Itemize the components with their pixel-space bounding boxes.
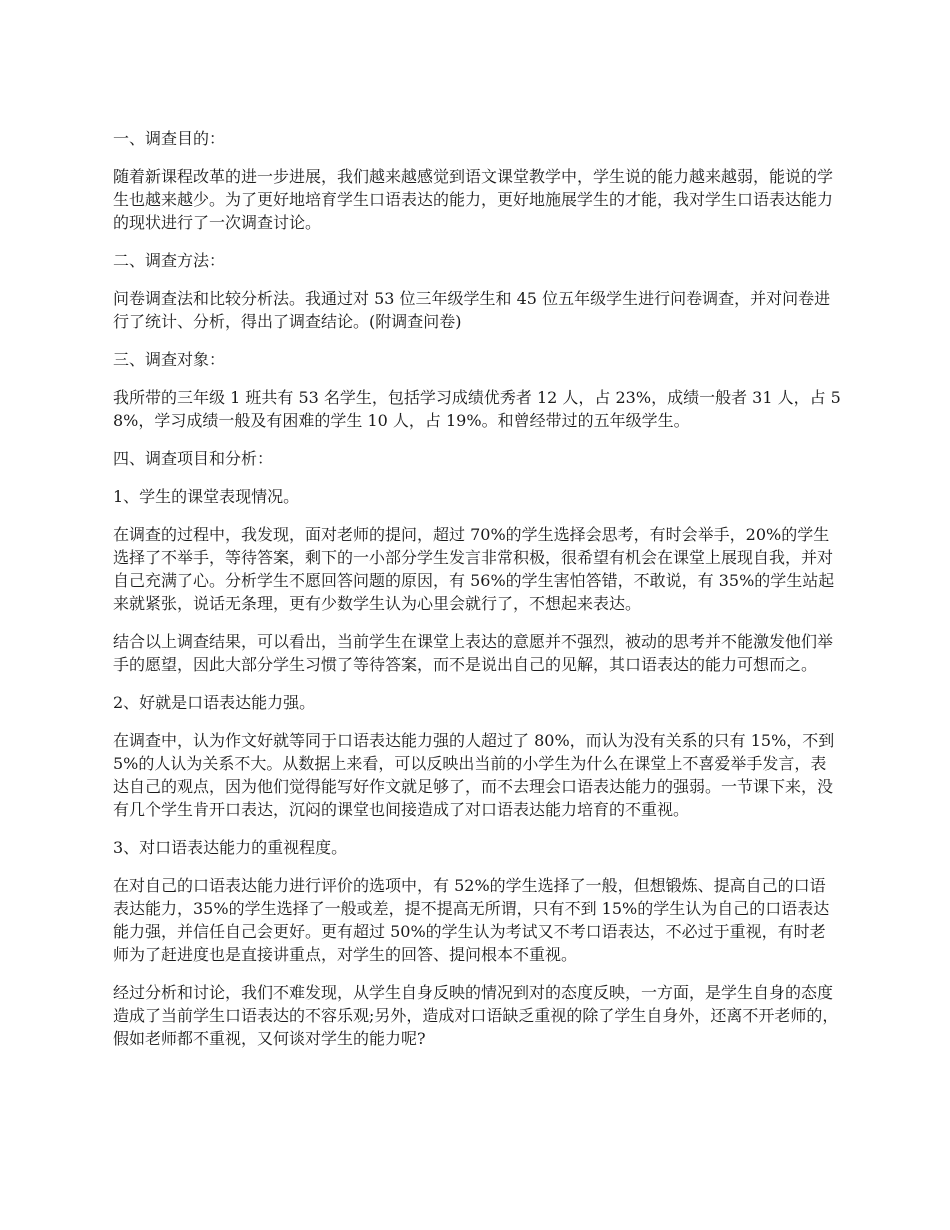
item1-heading: 1、学生的课堂表现情况。 xyxy=(113,487,300,506)
document-page xyxy=(113,127,841,1065)
analysis-heading: 四、调查项目和分析： xyxy=(113,449,274,468)
purpose-paragraph: 随着新课程改革的进一步进展，我们越来越感觉到语文课堂教学中，学生说的能力越来越弱，能说的学生也越来越少。为了更好地培育学生口语表达的能力，更好地施展学生的才能，我对学生口语表达能力的现状进行了一次调查讨论。 xyxy=(113,167,834,232)
item3-paragraph: 在对自己的口语表达能力进行评价的选项中，有 52%的学生选择了一般，但想锻炼、提高自己的口语表达能力，35%的学生选择了一般或差，提不提高无所谓，只有不到 15%的学生认为自己的口语表达能力强，并信任自己会更好。更有超过 50%的学生认为考试又不考口语表达，不必过于重视，有时老师为了赶进度也是直接讲重点，对学生的回答、提问根本不重视。 xyxy=(113,876,830,964)
purpose-heading: 一、调查目的： xyxy=(113,129,226,148)
subject-paragraph: 我所带的三年级 1 班共有 53 名学生，包括学习成绩优秀者 12 人，占 23%，成绩一般者 31 人，占 58%，学习成绩一般及有困难的学生 10 人，占 19%。和曾经带过的五年级学生。 xyxy=(113,388,841,430)
item3-heading: 3、对口语表达能力的重视程度。 xyxy=(113,838,348,857)
item2-paragraph: 在调查中，认为作文好就等同于口语表达能力强的人超过了 80%，而认为没有关系的只有 15%，不到 5%的人认为关系不大。从数据上来看，可以反映出当前的小学生为什么在课堂上不喜爱举手发言，表达自己的观点，因为他们觉得能写好作文就足够了，而不去理会口语表达能力的强弱。一节课下来，没有几个学生肯开口表达，沉闷的课堂也间接造成了对口语表达能力培育的不重视。 xyxy=(113,731,835,819)
item1-paragraph: 在调查的过程中，我发现，面对老师的提问，超过 70%的学生选择会思考，有时会举手，20%的学生选择了不举手，等待答案，剩下的一小部分学生发言非常积极，很希望有机会在课堂上展现自我，并对自己充满了心。分析学生不愿回答问题的原因，有 56%的学生害怕答错，不敢说，有 35%的学生站起来就紧张，说话无条理，更有少数学生认为心里会就行了，不想起来表达。 xyxy=(113,525,835,613)
method-heading: 二、调查方法： xyxy=(113,251,226,270)
final-paragraph: 经过分析和讨论，我们不难发现，从学生自身反映的情况到对的态度反映，一方面，是学生自身的态度造成了当前学生口语表达的不容乐观;另外，造成对口语缺乏重视的除了学生自身外，还离不开老师的，假如老师都不重视，又何谈对学生的能力呢? xyxy=(113,983,839,1048)
item1-conclusion-paragraph: 结合以上调查结果，可以看出，当前学生在课堂上表达的意愿并不强烈，被动的思考并不能激发他们举手的愿望，因此大部分学生习惯了等待答案，而不是说出自己的见解，其口语表达的能力可想而之。 xyxy=(113,632,834,674)
subject-heading: 三、调查对象： xyxy=(113,350,226,369)
method-paragraph: 问卷调查法和比较分析法。我通过对 53 位三年级学生和 45 位五年级学生进行问卷调查，并对问卷进行了统计、分析，得出了调查结论。(附调查问卷) xyxy=(113,289,831,331)
item2-heading: 2、好就是口语表达能力强。 xyxy=(113,693,316,712)
